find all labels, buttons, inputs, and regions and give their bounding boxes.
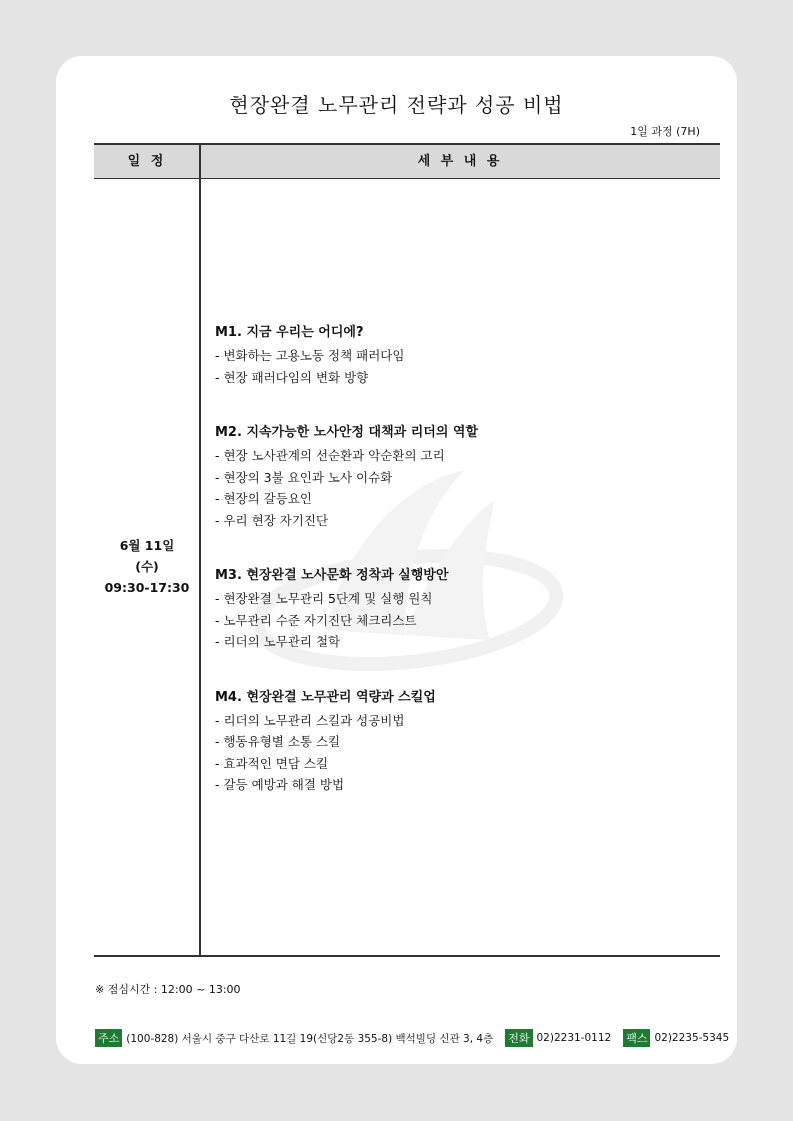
module-list [215,322,705,830]
module-item: - 현장의 3불 요인과 노사 이슈화 [215,469,393,485]
module-item: - 효과적인 면담 스킬 [215,755,329,771]
fax-label: 팩스 [623,1029,650,1047]
schedule-time: 09:30-17:30 [104,580,190,595]
phone-number: 02)2231-0112 [536,1032,612,1044]
table-bottom-border [94,955,720,957]
module-item: - 현장 패러다임의 변화 방향 [215,369,369,385]
module-title: M2. 지속가능한 노사안정 대책과 리더의 역할 [215,425,479,440]
header-date: 일 정 [127,154,167,169]
module-1 [215,322,705,388]
module-title: M3. 현장완결 노사문화 정착과 실행방안 [215,568,449,583]
module-item: - 노무관리 수준 자기진단 체크리스트 [215,612,417,628]
module-2 [215,422,705,531]
module-4 [215,687,705,796]
module-item: - 리더의 노무관리 스킬과 성공비법 [215,712,405,728]
module-item: - 행동유형별 소통 스킬 [215,734,341,749]
schedule-date: 6월 11일 [119,538,175,553]
module-item: - 우리 현장 자기진단 [215,512,329,528]
module-title: M4. 현장완결 노무관리 역량과 스킬업 [215,689,436,705]
address-label: 주소 [95,1029,122,1047]
module-item: - 변화하는 고용노동 정책 패러다임 [215,348,405,363]
module-item: - 갈등 예방과 해결 방법 [215,777,345,792]
schedule-weekday: (수) [135,559,159,574]
address-text: (100-828) 서울시 중구 다산로 11길 19(신당2동 355-8) 백석빌딩 신관 3, 4층 [126,1032,494,1045]
header-detail: 세 부 내 용 [417,154,503,169]
course-duration: 1일 과정 (7H) [630,125,700,138]
contact-footer [95,1029,729,1047]
module-3 [215,565,705,653]
module-item: - 현장완결 노무관리 5단계 및 실행 원칙 [215,591,433,606]
phone-label: 전화 [505,1029,532,1047]
document-title: 현장완결 노무관리 전략과 성공 비법 [229,93,564,117]
module-item: - 현장 노사관계의 선순환과 악순환의 고리 [215,448,445,463]
module-item: - 리더의 노무관리 철학 [215,634,341,649]
schedule-date-cell [94,535,200,598]
fax-number: 02)2235-5345 [654,1032,730,1044]
lunch-time-note: ※ 점심시간 : 12:00 ~ 13:00 [95,983,241,996]
table-header [94,143,720,179]
module-title: M1. 지금 우리는 어디에? [215,325,364,340]
module-item: - 현장의 갈등요인 [215,491,312,506]
